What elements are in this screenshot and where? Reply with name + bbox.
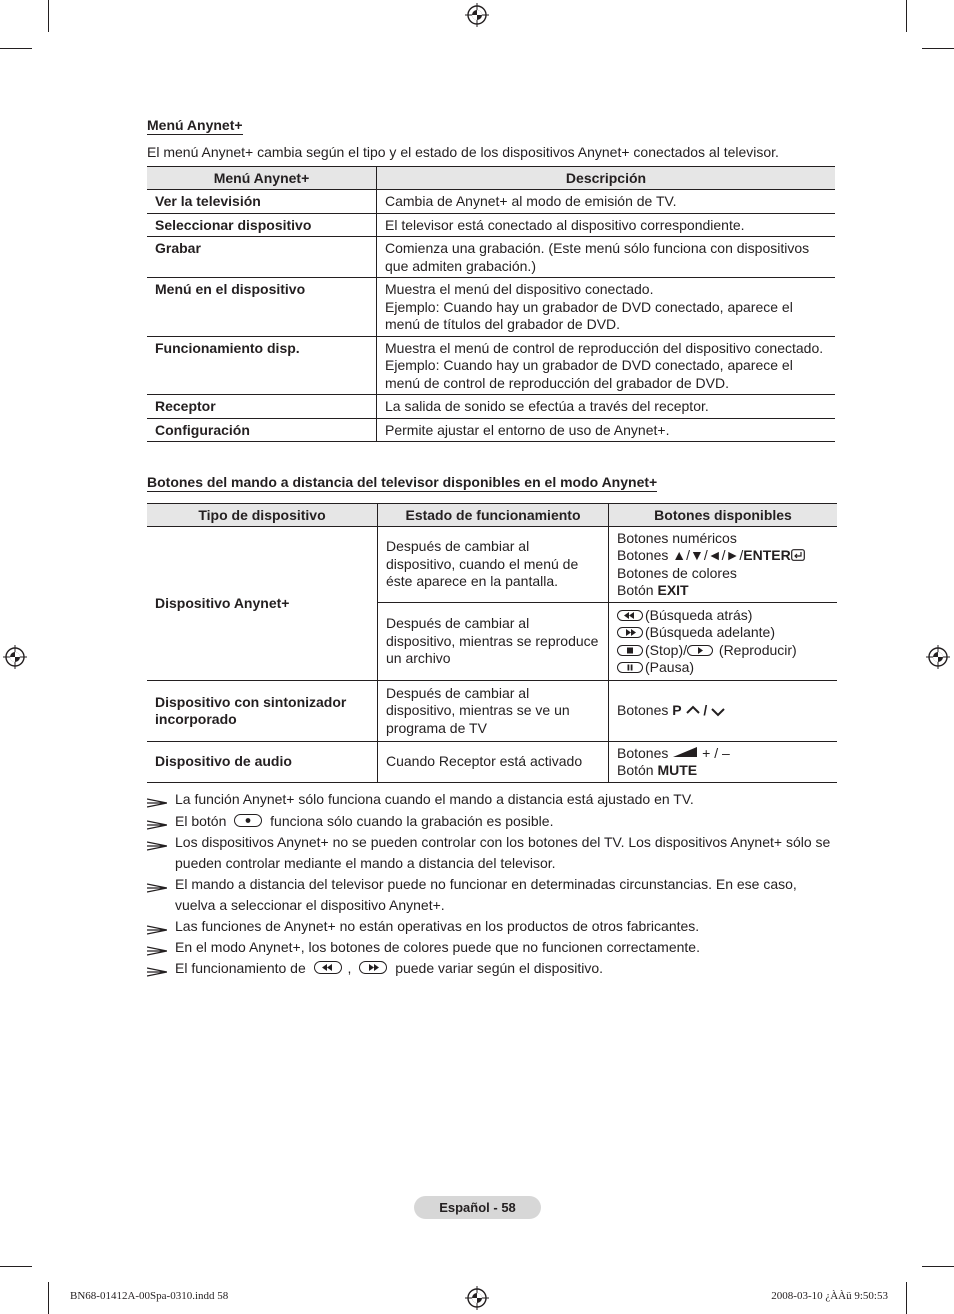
available-buttons [609,527,838,603]
channel-down-icon [711,702,725,718]
crop-mark [906,1282,907,1314]
menu-item-description: Comienza una grabación. (Este menú sólo funciona con dispositivos que admiten grabación.) [377,237,836,278]
buttons-text: Botón [617,762,658,778]
buttons-text: Botones ▲/▼/◄/►/ [617,547,744,563]
table-row [147,213,835,237]
column-header: Botones disponibles [609,504,838,527]
menu-item-description: Permite ajustar el entorno de uso de Anynet+. [377,418,836,442]
menu-item-description: La salida de sonido se efectúa a través del receptor. [377,395,836,419]
menu-item-description: El televisor está conectado al dispositivo correspondiente. [377,213,836,237]
menu-item-name: Seleccionar dispositivo [147,213,377,237]
registration-mark-icon [926,645,950,669]
available-buttons [609,603,838,681]
play-icon [687,645,713,656]
buttons-line [617,607,829,625]
fast-forward-icon [359,961,387,974]
menu-item-name: Funcionamiento disp. [147,336,377,395]
enter-icon [791,547,805,563]
available-buttons [609,742,838,783]
note-arrow-icon [147,878,167,899]
operation-state: Después de cambiar al dispositivo, mientras se ve un programa de TV [378,681,609,742]
crop-mark [0,48,32,49]
crop-mark [48,1282,49,1314]
menu-item-description: Cambia de Anynet+ al modo de emisión de TV. [377,190,836,214]
buttons-line [617,642,829,660]
crop-mark [922,1266,954,1267]
column-header: Tipo de dispositivo [147,504,378,527]
menu-item-name: Ver la televisión [147,190,377,214]
menu-item-name: Receptor [147,395,377,419]
buttons-text: (Reproducir) [715,641,797,658]
buttons-text: + / – [698,744,730,761]
note-item [147,937,837,958]
record-icon [234,814,262,827]
buttons-text: (Pausa) [645,659,695,675]
buttons-text: Botón [617,582,658,598]
note-arrow-icon [147,836,167,857]
buttons-text: Botones [617,744,673,761]
registration-mark-icon [465,1286,489,1310]
rewind-icon [314,961,342,974]
buttons-text: Botones [617,702,673,719]
pause-icon [617,662,643,673]
note-text: Las funciones de Anynet+ no están operativas en los productos de otros fabricantes. [175,918,700,934]
buttons-line [617,547,829,565]
note-item [147,874,837,916]
operation-state: Cuando Receptor está activado [378,742,609,783]
volume-icon [672,745,698,761]
table-header-row [147,504,837,527]
buttons-line [617,659,829,677]
buttons-line [617,582,829,600]
note-text: El mando a distancia del televisor puede no funcionar en determinadas circunstancias. En ese caso, vuelva a seleccionar el dispositivo Anynet+. [175,876,797,913]
page-number-badge: Español - 58 [414,1196,541,1219]
buttons-bold: MUTE [657,762,698,778]
anynet-menu-table [147,166,835,442]
note-text: El botón [175,813,231,829]
description-line: Ejemplo: Cuando hay un grabador de DVD conectado, aparece el menú de control de reproducción del grabador de DVD. [385,357,793,391]
remote-buttons-table [147,503,837,783]
channel-up-icon [686,702,700,718]
buttons-bold: / [699,702,712,719]
rewind-icon [617,610,643,621]
available-buttons [609,681,838,742]
table-row [147,418,835,442]
stop-icon [617,645,643,656]
table-header-row [147,167,835,190]
buttons-bold: EXIT [657,582,689,598]
note-text: funciona sólo cuando la grabación es posible. [270,813,554,829]
registration-mark-icon [3,645,27,669]
table-row [147,681,837,742]
menu-item-name: Menú en el dispositivo [147,278,377,337]
note-arrow-icon [147,962,167,983]
crop-mark [906,0,907,32]
note-item [147,916,837,937]
section-title-remote-buttons: Botones del mando a distancia del televisor disponibles en el modo Anynet+ [147,474,658,490]
note-item [147,789,837,810]
table-row [147,742,837,783]
note-text: Los dispositivos Anynet+ no se pueden controlar con los botones del TV. Los dispositivos Anynet+ sólo se pueden controlar mediante el mando a distancia del televisor. [175,834,831,871]
operation-state: Después de cambiar al dispositivo, mientras se reproduce un archivo [378,603,609,681]
menu-item-name: Grabar [147,237,377,278]
table-row [147,237,835,278]
buttons-bold: ENTER [743,547,791,563]
description-line: Ejemplo: Cuando hay un grabador de DVD conectado, aparece el menú de títulos del grabador de DVD. [385,298,793,332]
device-type: Dispositivo Anynet+ [147,527,378,681]
buttons-line [617,624,829,642]
menu-item-name: Configuración [147,418,377,442]
footer-timestamp: 2008-03-10 ¿ÀÀü 9:50:53 [771,1290,888,1302]
crop-mark [48,0,49,32]
note-text: El funcionamiento de [175,960,310,976]
menu-item-description [377,278,836,337]
table-row [147,278,835,337]
buttons-line [617,745,829,763]
note-item [147,832,837,874]
buttons-text: (Búsqueda atrás) [645,606,753,623]
device-type: Dispositivo con sintonizador incorporado [147,681,378,742]
note-text: La función Anynet+ sólo funciona cuando el mando a distancia está ajustado en TV. [175,791,694,807]
buttons-text: (Stop)/ [645,641,688,658]
note-item [147,811,837,832]
table-row [147,336,835,395]
intro-text: El menú Anynet+ cambia según el tipo y el estado de los dispositivos Anynet+ conectados al televisor. [147,144,779,160]
table-row [147,527,837,603]
note-text: puede variar según el dispositivo. [395,960,603,976]
buttons-text: (Búsqueda adelante) [645,624,775,640]
buttons-line: Botones numéricos [617,529,737,546]
column-header: Descripción [377,167,836,190]
notes-list [147,789,837,979]
description-line: Muestra el menú del dispositivo conectado. [385,281,654,297]
note-text: En el modo Anynet+, los botones de colores puede que no funcionen correctamente. [175,939,700,955]
column-header: Menú Anynet+ [147,167,377,190]
description-line: Muestra el menú de control de reproducción del dispositivo conectado. [385,339,824,356]
device-type: Dispositivo de audio [147,742,378,783]
footer-file-info: BN68-01412A-00Spa-0310.indd 58 [70,1290,229,1302]
fast-forward-icon [617,627,643,638]
crop-mark [922,48,954,49]
buttons-bold: P [672,702,682,719]
table-row [147,395,835,419]
column-header: Estado de funcionamiento [378,504,609,527]
section-title-anynet-menu: Menú Anynet+ [147,117,243,133]
registration-mark-icon [465,3,489,27]
note-text: , [343,960,356,976]
buttons-line: Botones de colores [617,564,737,581]
menu-item-description [377,336,836,395]
buttons-line [617,762,829,780]
table-row [147,190,835,214]
note-item [147,958,837,979]
operation-state: Después de cambiar al dispositivo, cuando el menú de éste aparece en la pantalla. [378,527,609,603]
crop-mark [0,1266,32,1267]
